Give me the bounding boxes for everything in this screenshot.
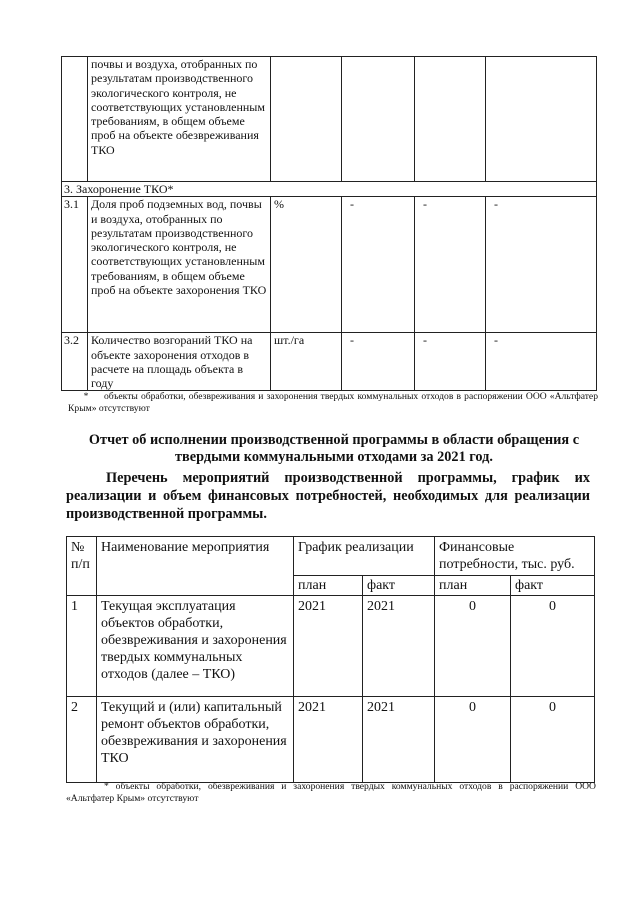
measures-table — [66, 536, 595, 783]
schedule-plan: 2021 — [294, 596, 363, 697]
header-finance: Финансовые потребности, тыс. руб. — [435, 537, 595, 576]
measure-name: Текущий и (или) капитальный ремонт объектов обработки, обезвреживания и захоронения ТКО — [97, 697, 294, 783]
unit-cell: шт./га — [271, 333, 342, 391]
finance-plan: 0 — [435, 697, 511, 783]
row-number: 2 — [67, 697, 97, 783]
unit-cell — [271, 57, 342, 182]
measure-name: Текущая эксплуатация объектов обработки, обезвреживания и захоронения твердых коммунальных отходов (далее – ТКО) — [97, 596, 294, 697]
section-title: 3. Захоронение ТКО* — [62, 182, 597, 197]
header-fin-fact: факт — [511, 576, 595, 596]
report-title: Отчет об исполнении производственной программы в области обращения с твердыми коммунальными отходами за 2021 год. — [88, 432, 580, 465]
value-cell — [342, 57, 415, 182]
finance-plan: 0 — [435, 596, 511, 697]
measures-title: Перечень мероприятий производственной программы, график их реализации и объем финансовых потребностей, необходимых для реализации производственной программы. — [66, 470, 590, 522]
table-row — [62, 333, 597, 391]
header-schedule: График реализации — [294, 537, 435, 576]
header-num: № п/п — [67, 537, 97, 596]
schedule-fact: 2021 — [363, 697, 435, 783]
value-cell: - — [415, 197, 486, 333]
table-row — [62, 197, 597, 333]
indicator-name: почвы и воздуха, отобранных по результатам производственного экологического контроля, не соответствующих установленным требованиям, в общем объеме проб на объекте обезвреживания ТКО — [88, 57, 271, 182]
footnote-text: объекты обработки, обезвреживания и захоронения твердых коммунальных отходов в распоряжении ООО «Альтфатер Крым» отсутствуют — [68, 391, 598, 414]
indicator-name: Доля проб подземных вод, почвы и воздуха, отобранных по результатам производственного экологического контроля, не соответствующих установленным требованиям, в общем объеме проб на объекте захоронения ТКО — [88, 197, 271, 333]
header-plan: план — [294, 576, 363, 596]
header-fin-plan: план — [435, 576, 511, 596]
value-cell: - — [486, 333, 597, 391]
value-cell — [486, 57, 597, 182]
row-number: 1 — [67, 596, 97, 697]
schedule-plan: 2021 — [294, 697, 363, 783]
row-number: 3.2 — [62, 333, 88, 391]
header-name: Наименование мероприятия — [97, 537, 294, 596]
value-cell: - — [342, 197, 415, 333]
footnote-mark: * — [83, 391, 89, 402]
table-header-row — [67, 537, 595, 576]
value-cell: - — [342, 333, 415, 391]
value-cell: - — [415, 333, 486, 391]
value-cell — [415, 57, 486, 182]
unit-cell: % — [271, 197, 342, 333]
finance-fact: 0 — [511, 596, 595, 697]
table-row — [67, 697, 595, 783]
indicator-name: Количество возгораний ТКО на объекте захоронения отходов в расчете на площадь объекта в году — [88, 333, 271, 391]
section-row — [62, 182, 597, 197]
num-cell — [62, 57, 88, 182]
table-row — [62, 57, 597, 182]
indicators-table — [61, 56, 597, 391]
footnote: * объекты обработки, обезвреживания и захоронения твердых коммунальных отходов в распоряжении ООО «Альтфатер Крым» отсутствуют — [66, 781, 596, 804]
schedule-fact: 2021 — [363, 596, 435, 697]
row-number: 3.1 — [62, 197, 88, 333]
table-row — [67, 596, 595, 697]
header-fact: факт — [363, 576, 435, 596]
footnote — [68, 391, 598, 415]
value-cell: - — [486, 197, 597, 333]
finance-fact: 0 — [511, 697, 595, 783]
